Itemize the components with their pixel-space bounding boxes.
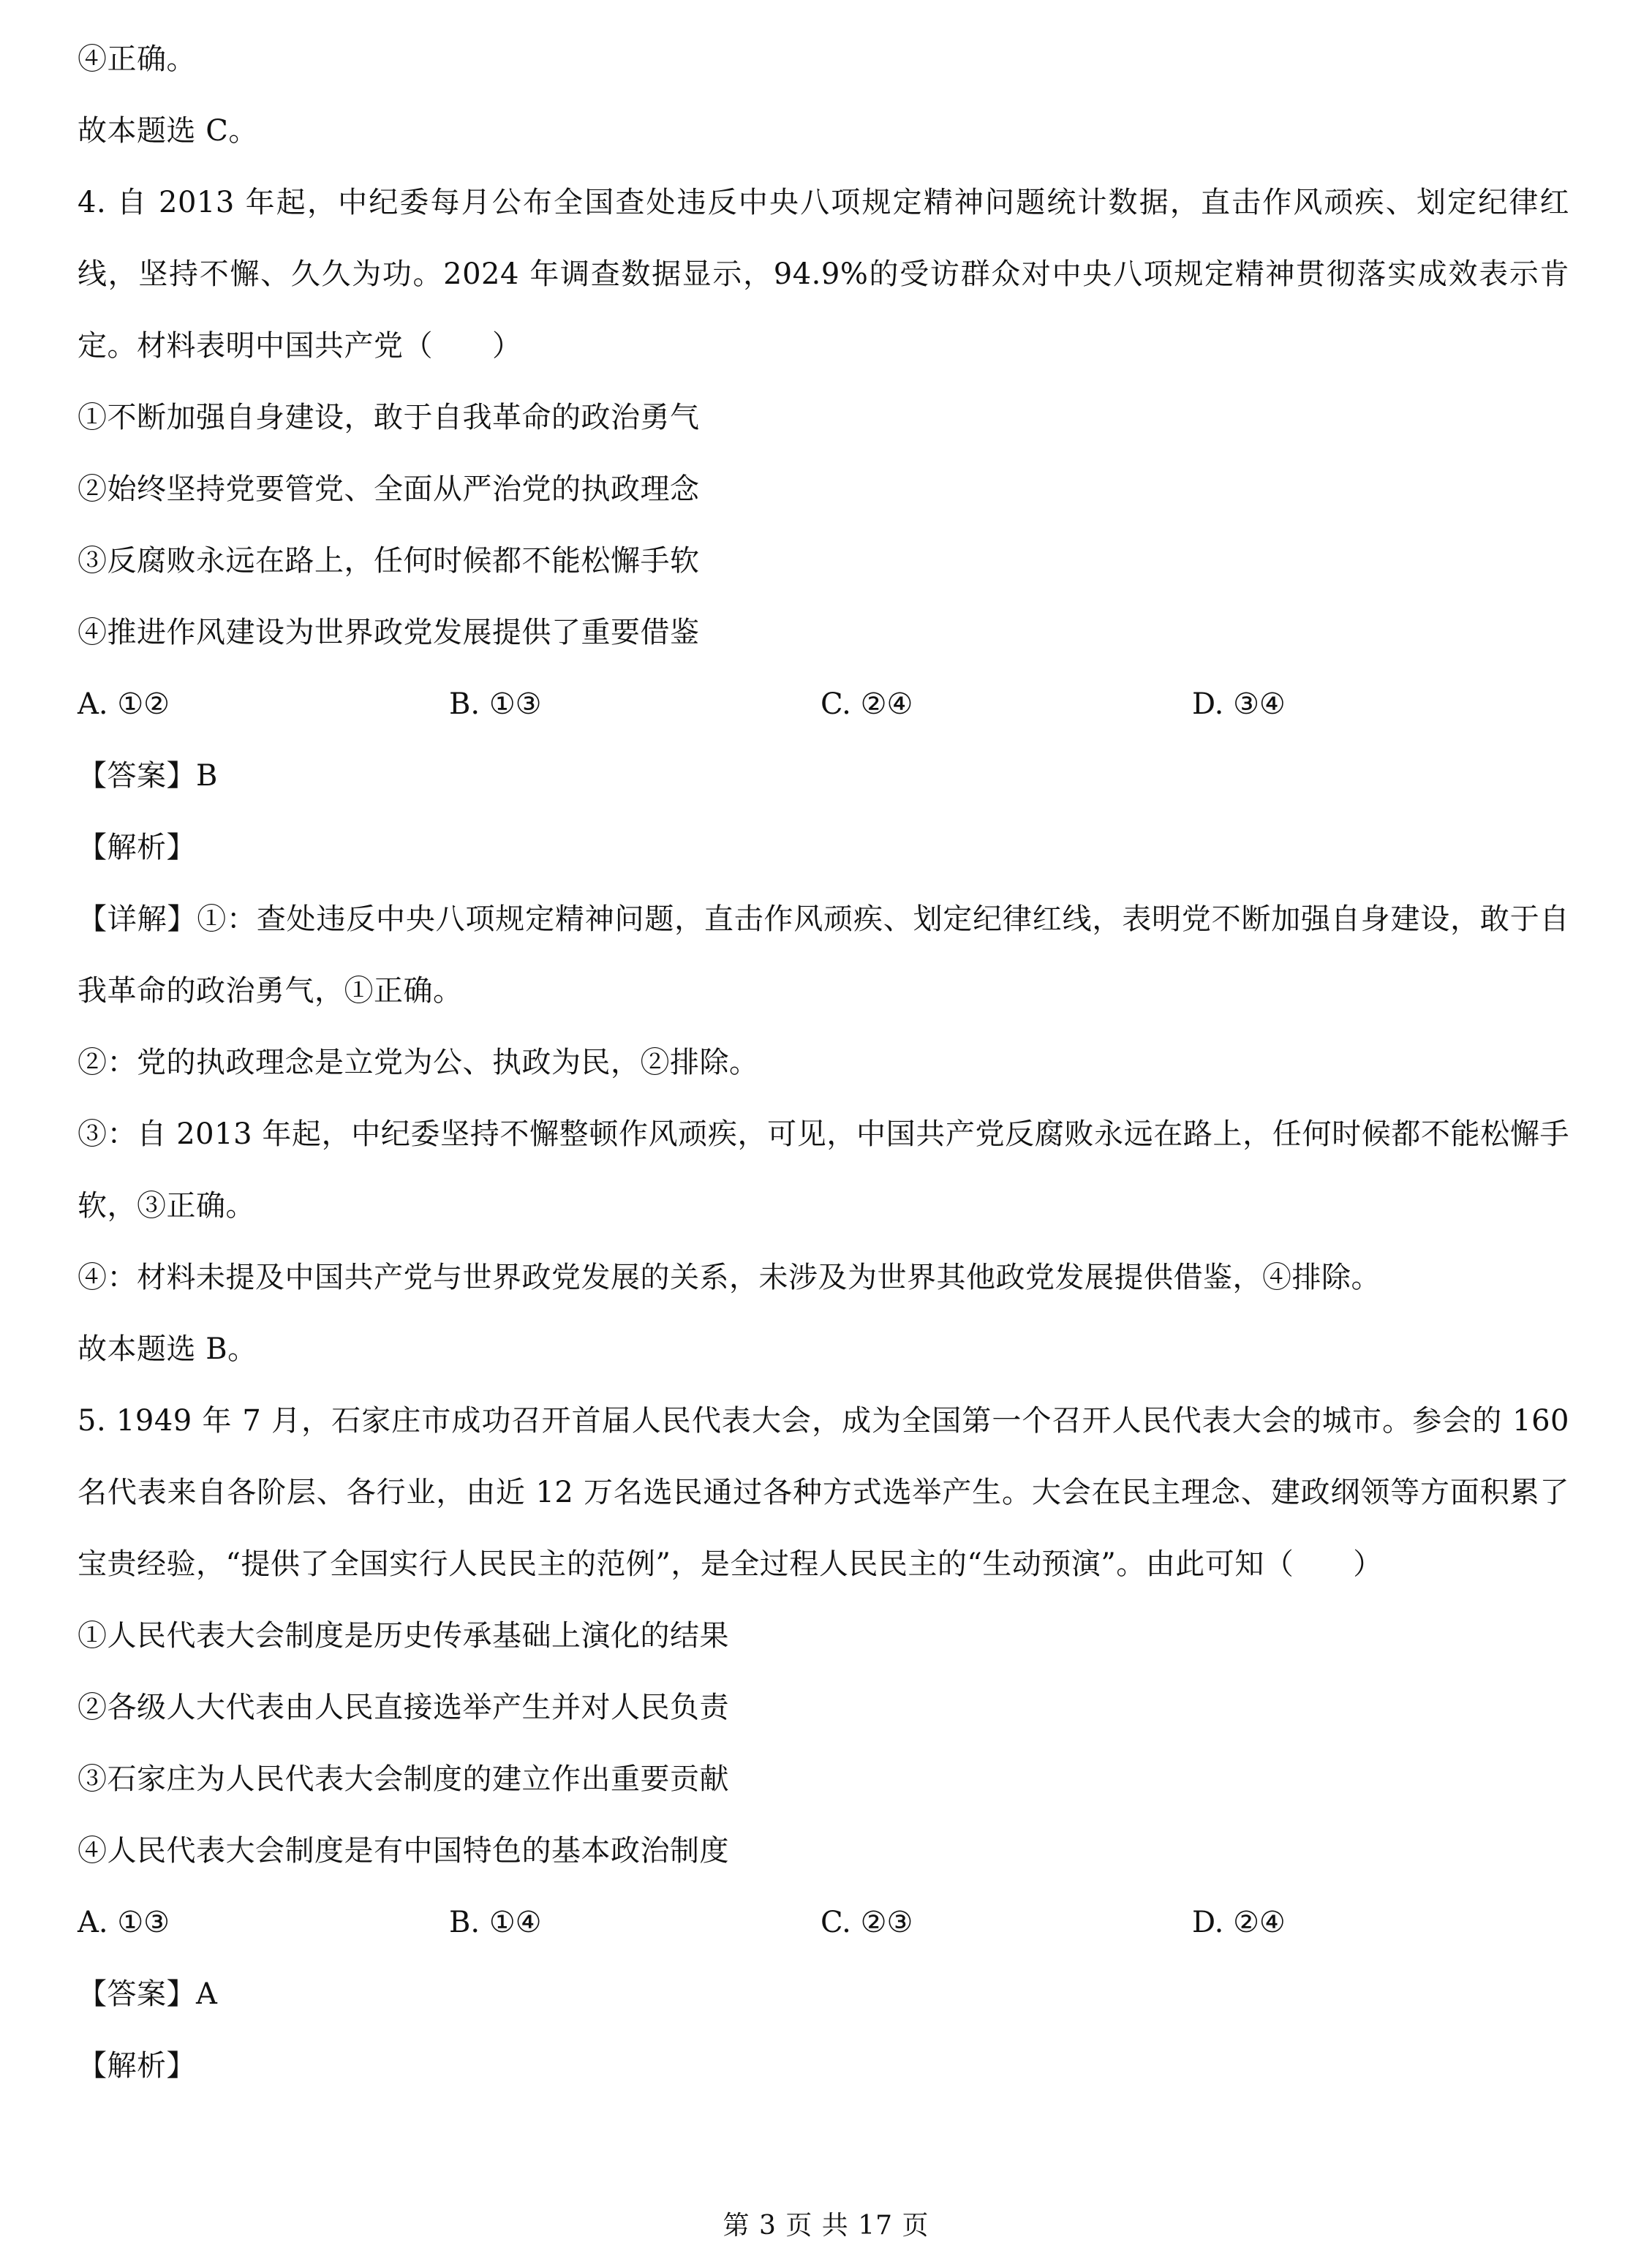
prev-conclusion: 故本题选 C。 bbox=[78, 114, 258, 148]
q4-item-4: ④推进作风建设为世界政党发展提供了重要借鉴 bbox=[78, 616, 700, 649]
q5-item-2: ②各级人大代表由人民直接选举产生并对人民负责 bbox=[78, 1691, 729, 1724]
q5-answer: 【答案】A bbox=[78, 1977, 218, 2011]
page-footer: 第 3 页 共 17 页 bbox=[723, 2211, 929, 2241]
q4-conclusion: 故本题选 B。 bbox=[78, 1332, 257, 1366]
q5-option-c: C. ②③ bbox=[821, 1906, 913, 1939]
q4-item-2: ②始终坚持党要管党、全面从严治党的执政理念 bbox=[78, 472, 700, 506]
prev-item-4: ④正确。 bbox=[78, 42, 196, 76]
q4-item-1: ①不断加强自身建设，敢于自我革命的政治勇气 bbox=[78, 401, 700, 434]
q4-detail-1: 【详解】①：查处违反中央八项规定精神问题，直击作风顽疾、划定纪律红线，表明党不断加强自身建设，敢于自我革命的政治勇气，①正确。 bbox=[78, 902, 1569, 1008]
q4-detail-4: ④：材料未提及中国共产党与世界政党发展的关系，未涉及为世界其他政党发展提供借鉴，④排除。 bbox=[78, 1261, 1381, 1294]
q4-option-a: A. ①② bbox=[78, 687, 170, 721]
q5-item-3: ③石家庄为人民代表大会制度的建立作出重要贡献 bbox=[78, 1762, 729, 1796]
q4-option-b: B. ①③ bbox=[449, 687, 542, 721]
q5-item-4: ④人民代表大会制度是有中国特色的基本政治制度 bbox=[78, 1834, 729, 1868]
q5-option-a: A. ①③ bbox=[78, 1906, 170, 1939]
q4-stem: 4. 自 2013 年起，中纪委每月公布全国查处违反中央八项规定精神问题统计数据，直击作风顽疾、划定纪律红线，坚持不懈、久久为功。2024 年调查数据显示，94.9%的受访群众对中央八项规定精神贯彻落实成效表示肯定。材料表明中国共产党（ ） bbox=[78, 186, 1569, 363]
q5-option-b: B. ①④ bbox=[449, 1906, 542, 1939]
page-content bbox=[78, 23, 1569, 2102]
q5-item-1: ①人民代表大会制度是历史传承基础上演化的结果 bbox=[78, 1619, 729, 1653]
q5-analysis-label: 【解析】 bbox=[78, 2049, 196, 2083]
q5-options bbox=[78, 1887, 1569, 1958]
q5-stem: 5. 1949 年 7 月，石家庄市成功召开首届人民代表大会，成为全国第一个召开人民代表大会的城市。参会的 160 名代表来自各阶层、各行业，由近 12 万名选民通过各种方式选举产生。大会在民主理念、建政纲领等方面积累了宝贵经验，“提供了全国实行人民民主的范例”，是全过程人民民主的“生动预演”。由此可知（ ） bbox=[78, 1404, 1569, 1581]
q4-answer: 【答案】B bbox=[78, 759, 218, 793]
q4-analysis-label: 【解析】 bbox=[78, 831, 196, 864]
q4-option-c: C. ②④ bbox=[821, 687, 913, 721]
q4-detail-2: ②：党的执政理念是立党为公、执政为民，②排除。 bbox=[78, 1046, 759, 1079]
q4-item-3: ③反腐败永远在路上，任何时候都不能松懈手软 bbox=[78, 544, 700, 578]
q4-option-d: D. ③④ bbox=[1192, 687, 1286, 721]
q5-option-d: D. ②④ bbox=[1192, 1906, 1286, 1939]
q4-detail-3: ③：自 2013 年起，中纪委坚持不懈整顿作风顽疾，可见，中国共产党反腐败永远在路上，任何时候都不能松懈手软，③正确。 bbox=[78, 1117, 1569, 1223]
q4-options bbox=[78, 668, 1569, 740]
